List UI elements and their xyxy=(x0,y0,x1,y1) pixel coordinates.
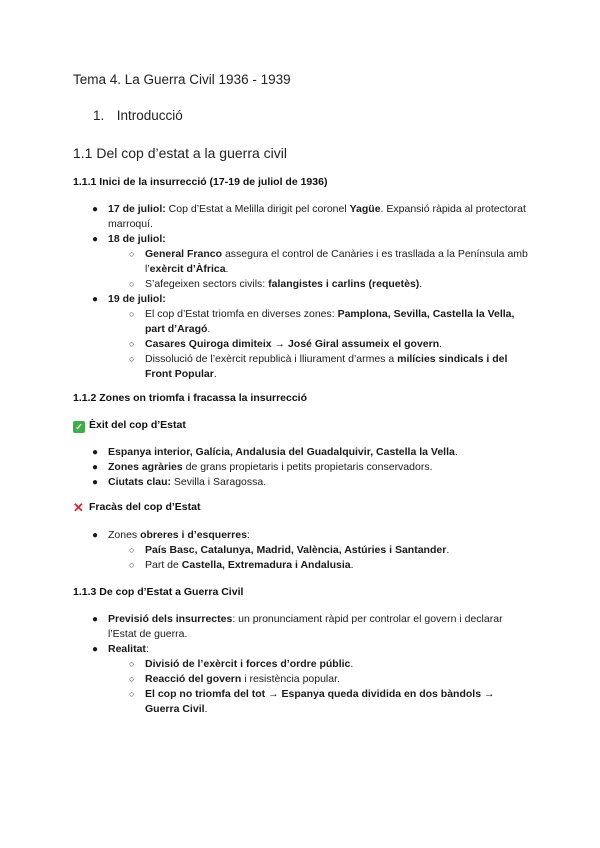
circle-bullet-icon: ○ xyxy=(129,659,135,669)
sublist-item: ○ Divisió de l’exèrcit i forces d’ordre públic. xyxy=(129,658,354,670)
circle-bullet-icon: ○ xyxy=(129,279,135,289)
circle-bullet-icon: ○ xyxy=(129,309,135,319)
heading-1-1-1: 1.1.1 Inici de la insurrecció (17-19 de juliol de 1936) xyxy=(73,176,328,188)
list-item-previsio: ● Previsió dels insurrectes: un pronunciament ràpid per controlar el govern i declarar l’Estat de guerra. xyxy=(92,613,503,640)
circle-bullet-icon: ○ xyxy=(129,339,135,349)
list-item: ● Ciutats clau: Sevilla i Saragossa. xyxy=(92,476,267,488)
check-mark-icon: ✓ xyxy=(73,421,85,433)
intro-heading xyxy=(93,108,183,123)
bullet-icon: ● xyxy=(92,614,99,625)
intro-text: Introducció xyxy=(116,108,183,123)
list-item: ● Zones agràries de grans propietaris i petits propietaris conservadors. xyxy=(92,461,433,473)
list-1-1-3 xyxy=(0,612,600,717)
sublist-item: ○ Casares Quiroga dimiteix → José Giral assumeix el govern. xyxy=(129,338,443,350)
list-fail xyxy=(0,528,600,573)
sublist-item: ○ El cop d’Estat triomfa en diverses zones: Pamplona, Sevilla, Castella la Vella, part d’Aragó. xyxy=(129,308,515,335)
circle-bullet-icon: ○ xyxy=(129,354,135,364)
list-item-19-juliol: ● 19 de juliol: xyxy=(92,293,166,305)
bullet-icon: ● xyxy=(92,234,99,245)
bullet-icon: ● xyxy=(92,530,99,541)
list-item-17-juliol: ● 17 de juliol: Cop d’Estat a Melilla dirigit pel coronel Yagüe. Expansió ràpida al protectorat marroquí. xyxy=(92,203,526,230)
circle-bullet-icon: ○ xyxy=(129,249,135,259)
intro-number: 1. xyxy=(93,108,105,123)
sublist-item: ○ Part de Castella, Extremadura i Andalusia. xyxy=(129,559,354,571)
fail-heading: ✕ Fracàs del cop d’Estat xyxy=(73,500,201,515)
bullet-icon: ● xyxy=(92,447,99,458)
list-1-1-1 xyxy=(0,202,600,382)
sublist-item: ○ Reacció del govern i resistència popular. xyxy=(129,673,340,685)
heading-1-1-3: 1.1.3 De cop d’Estat a Guerra Civil xyxy=(73,586,244,598)
sublist-item: ○ País Basc, Catalunya, Madrid, València, Astúries i Santander. xyxy=(129,544,450,556)
bullet-icon: ● xyxy=(92,477,99,488)
bullet-icon: ● xyxy=(92,294,99,305)
sublist-item: ○ El cop no triomfa del tot → Espanya queda dividida en dos bàndols → Guerra Civil. xyxy=(129,688,495,715)
list-item-realitat: ● Realitat: xyxy=(92,643,149,655)
bullet-icon: ● xyxy=(92,204,99,215)
bullet-icon: ● xyxy=(92,462,99,473)
heading-1-1-2: 1.1.2 Zones on triomfa i fracassa la insurrecció xyxy=(73,392,308,404)
list-exit xyxy=(0,445,600,490)
exit-heading: ✓ Èxit del cop d’Estat xyxy=(73,419,186,433)
sublist-item: ○ S’afegeixen sectors civils: falangistes i carlins (requetès). xyxy=(129,278,423,290)
circle-bullet-icon: ○ xyxy=(129,560,135,570)
list-item-18-juliol: ● 18 de juliol: xyxy=(92,233,166,245)
circle-bullet-icon: ○ xyxy=(129,689,135,699)
cross-mark-icon: ✕ xyxy=(73,500,84,515)
sublist-item: ○ Dissolució de l’exèrcit republicà i lliurament d’armes a milícies sindicals i del Front Popular. xyxy=(129,353,508,380)
list-item: ● Espanya interior, Galícia, Andalusia del Guadalquivir, Castella la Vella. xyxy=(92,446,458,458)
list-item: ● Zones obreres i d’esquerres: xyxy=(92,529,250,541)
bullet-icon: ● xyxy=(92,644,99,655)
sublist-item: ○ General Franco assegura el control de Canàries i es trasllada a la Península amb l’exèrcit d’Àfrica. xyxy=(129,248,528,275)
section-heading-1-1: 1.1 Del cop d’estat a la guerra civil xyxy=(73,145,287,161)
circle-bullet-icon: ○ xyxy=(129,674,135,684)
circle-bullet-icon: ○ xyxy=(129,545,135,555)
document-title: Tema 4. La Guerra Civil 1936 - 1939 xyxy=(73,72,291,87)
